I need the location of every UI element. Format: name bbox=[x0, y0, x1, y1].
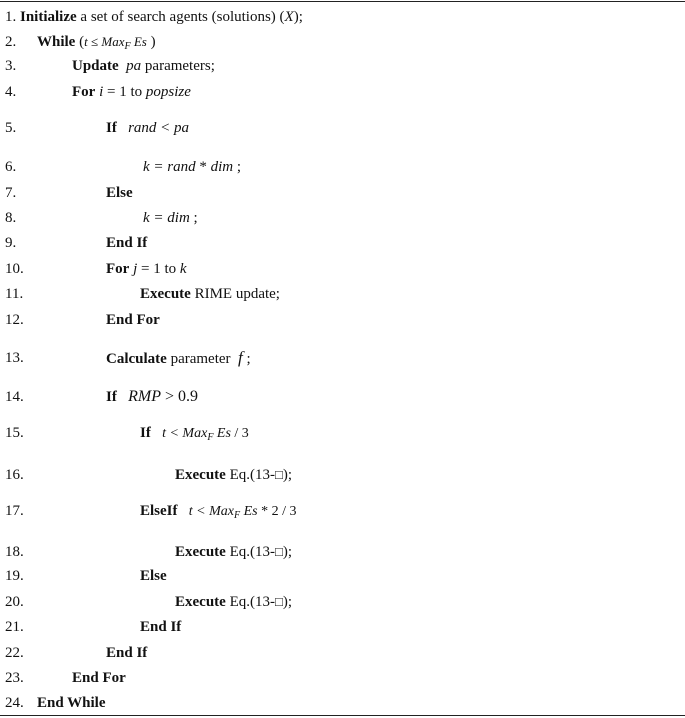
line-number: 4. bbox=[5, 84, 17, 100]
math-popsize: popsize bbox=[145, 84, 191, 100]
line-number: 1. bbox=[5, 9, 17, 25]
paren-close: ) bbox=[146, 34, 156, 50]
line-number: 12. bbox=[5, 312, 24, 328]
line-number: 3. bbox=[5, 58, 17, 74]
math-max: Max bbox=[101, 34, 125, 49]
keyword-for: For bbox=[72, 84, 96, 100]
keyword-execute: Execute bbox=[175, 544, 226, 560]
line-tail: ); bbox=[282, 467, 293, 483]
line-tail: ); bbox=[282, 594, 293, 610]
math-k: k bbox=[179, 261, 187, 277]
line-tail: ); bbox=[282, 544, 293, 560]
math-pa: pa bbox=[126, 58, 142, 74]
table-bottom-rule bbox=[0, 715, 685, 716]
math-f: f bbox=[238, 348, 243, 367]
line-number: 5. bbox=[5, 120, 17, 136]
keyword-execute: Execute bbox=[140, 286, 191, 302]
math-t: t bbox=[84, 34, 88, 49]
keyword-initialize: Initialize bbox=[20, 9, 77, 25]
math-sub-f: F bbox=[207, 432, 214, 443]
line-text: = 1 to bbox=[103, 84, 146, 100]
math-var: X bbox=[284, 9, 294, 25]
line-text: * 2 / 3 bbox=[257, 504, 297, 519]
math-t-lt-max: t < Max bbox=[188, 504, 234, 519]
line-number: 9. bbox=[5, 235, 17, 251]
line-number: 18. bbox=[5, 544, 24, 560]
math-condition: rand < pa bbox=[128, 120, 190, 136]
keyword-end-if: End If bbox=[140, 619, 182, 635]
math-op: * bbox=[195, 159, 211, 175]
keyword-execute: Execute bbox=[175, 594, 226, 610]
line-tail: ; bbox=[242, 351, 251, 367]
line-number: 23. bbox=[5, 670, 24, 686]
math-le: ≤ bbox=[87, 34, 102, 49]
keyword-elseif: ElseIf bbox=[140, 503, 178, 519]
line-tail: ); bbox=[293, 9, 303, 25]
math-es: Es bbox=[130, 34, 147, 49]
line-tail: ; bbox=[233, 159, 242, 175]
keyword-end-if: End If bbox=[106, 645, 148, 661]
line-number: 15. bbox=[5, 425, 24, 441]
paren-open: ( bbox=[75, 34, 85, 50]
line-number: 6. bbox=[5, 159, 17, 175]
line-text: Eq.(13- bbox=[225, 594, 275, 610]
line-number: 21. bbox=[5, 619, 24, 635]
line-tail: ; bbox=[189, 210, 198, 226]
math-i: i bbox=[99, 84, 104, 100]
line-tail: parameters; bbox=[141, 58, 215, 74]
math-j: j bbox=[133, 261, 138, 277]
keyword-end-while: End While bbox=[37, 695, 106, 711]
math-t-lt-max: t < Max bbox=[162, 426, 208, 441]
line-number: 13. bbox=[5, 350, 24, 366]
line-number: 24. bbox=[5, 695, 24, 711]
keyword-execute: Execute bbox=[175, 467, 226, 483]
line-number: 14. bbox=[5, 389, 24, 405]
keyword-update: Update bbox=[72, 58, 119, 74]
math-rmp: RMP bbox=[128, 388, 161, 405]
line-number: 2. bbox=[5, 34, 17, 50]
missing-glyph-box: □ bbox=[274, 467, 283, 482]
math-k-assign: k = dim bbox=[143, 210, 190, 226]
line-text: parameter bbox=[166, 351, 235, 367]
math-sub-f: F bbox=[124, 41, 131, 52]
math-k-assign: k = rand bbox=[143, 159, 196, 175]
line-number: 7. bbox=[5, 185, 17, 201]
keyword-calculate: Calculate bbox=[106, 351, 167, 367]
line-text: / 3 bbox=[230, 426, 249, 441]
line-text: RIME update; bbox=[190, 286, 280, 302]
keyword-if: If bbox=[106, 120, 117, 136]
line-number: 19. bbox=[5, 568, 24, 584]
line-number: 16. bbox=[5, 467, 24, 483]
math-sub-f: F bbox=[233, 510, 241, 521]
keyword-for: For bbox=[106, 261, 130, 277]
table-top-rule bbox=[0, 1, 685, 2]
math-es: Es bbox=[213, 426, 231, 441]
keyword-else: Else bbox=[140, 568, 167, 584]
line-number: 11. bbox=[5, 286, 24, 302]
line-number: 8. bbox=[5, 210, 17, 226]
keyword-if: If bbox=[106, 389, 117, 405]
math-dim: dim bbox=[210, 159, 234, 175]
keyword-if: If bbox=[140, 425, 151, 441]
line-text: a set of search agents (solutions) ( bbox=[76, 9, 285, 25]
keyword-end-for: End For bbox=[106, 312, 160, 328]
keyword-else: Else bbox=[106, 185, 133, 201]
missing-glyph-box: □ bbox=[274, 594, 283, 609]
keyword-while: While bbox=[37, 34, 76, 50]
missing-glyph-box: □ bbox=[274, 544, 283, 559]
line-number: 22. bbox=[5, 645, 24, 661]
keyword-end-for: End For bbox=[72, 670, 126, 686]
line-number: 17. bbox=[5, 503, 24, 519]
line-text: Eq.(13- bbox=[225, 467, 275, 483]
line-text: Eq.(13- bbox=[225, 544, 275, 560]
keyword-end-if: End If bbox=[106, 235, 148, 251]
line-number: 20. bbox=[5, 594, 24, 610]
math-es: Es bbox=[240, 504, 258, 519]
line-text: = 1 to bbox=[137, 261, 180, 277]
line-text: > 0.9 bbox=[160, 388, 198, 405]
line-number: 10. bbox=[5, 261, 24, 277]
